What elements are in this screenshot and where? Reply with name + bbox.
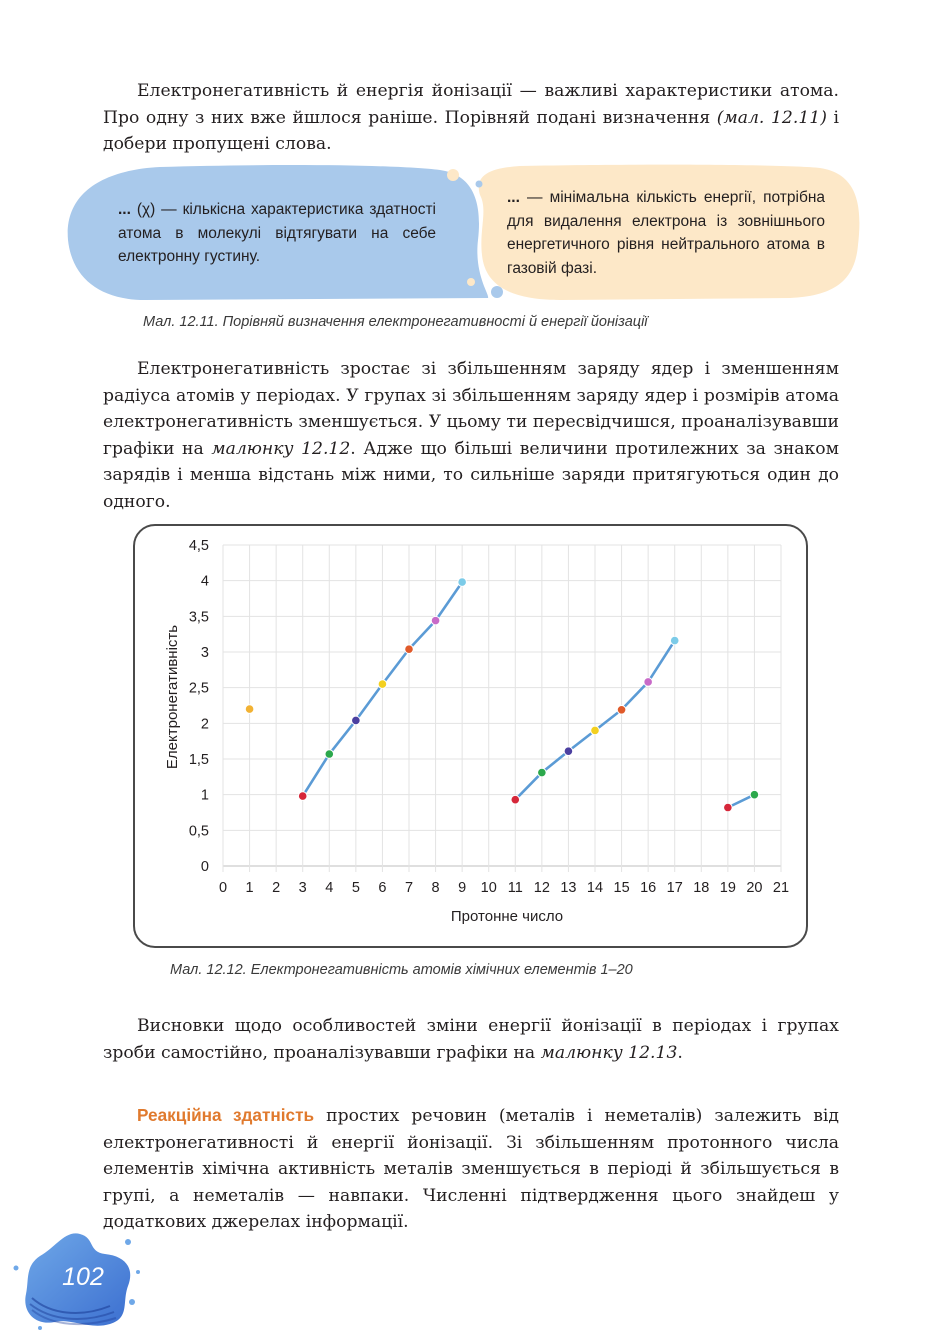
x-tick-label: 16 [640, 880, 657, 896]
paragraph-electronegativity: Електронегативність зростає зі збільшенням заряду ядер і зменшенням радіуса атомів у періодах. У групах зі збільшенням заряду ядер і розмірів атома електронегативність зменшується. У цьому ти пересвідчишся, проаналізувавши графіки на малюнку 12.12. Адже що більші величини протилежних за знаком зарядів і менша відстань між ними, то сильніше заряди притягуються один до одного. [103, 359, 839, 512]
y-tick-label: 4 [200, 573, 209, 590]
y-tick-label: 4,5 [188, 538, 209, 554]
figure-reference: малюнку 12.13 [540, 1042, 678, 1063]
x-tick-label: 3 [298, 880, 307, 896]
data-point [750, 790, 759, 799]
x-tick-label: 1 [245, 880, 254, 896]
x-tick-label: 18 [693, 880, 710, 896]
page-number: 102 [62, 1263, 104, 1291]
x-tick-label: 19 [719, 880, 736, 896]
data-point [724, 803, 733, 812]
data-point [431, 616, 440, 625]
x-tick-label: 11 [507, 880, 523, 896]
x-tick-label: 5 [351, 880, 360, 896]
data-point [644, 678, 653, 687]
bubble-right-text: ... — мінімальна кількість енергії, потрібна для видалення електрона із зовнішнього енергетичного рівня нейтрального атома в газовій фазі. [507, 189, 825, 277]
data-point [617, 705, 626, 714]
x-tick-label: 8 [431, 880, 440, 896]
x-tick-label: 12 [533, 880, 550, 896]
x-tick-label: 0 [218, 880, 228, 896]
data-point [670, 636, 679, 645]
bubble-left-text: ... (χ) — кількісна характеристика здатності атома в молекулі відтягувати на себе електронну густину. [118, 201, 436, 265]
data-point [352, 716, 361, 725]
y-tick-label: 2,5 [188, 680, 209, 697]
x-tick-label: 15 [613, 880, 630, 896]
figure-caption-12-11: Мал. 12.11. Порівняй визначення електронегативності й енергії йонізації [143, 314, 648, 330]
highlight-term: Реакційна здатність [137, 1105, 315, 1125]
x-tick-label: 14 [586, 880, 604, 896]
figure-reference: малюнку 12.12 [211, 438, 351, 459]
x-tick-label: 13 [560, 880, 577, 896]
data-point [458, 578, 467, 587]
x-tick-labels [219, 880, 789, 896]
y-tick-label: 0,5 [188, 823, 209, 840]
paragraph-conclusions: Висновки щодо особливостей зміни енергії йонізації в періодах і групах зроби самостійно, проаналізувавши графіки на малюнку 12.13. [103, 1016, 839, 1063]
x-tick-label: 4 [325, 880, 334, 896]
data-point [325, 750, 334, 759]
figure-caption-12-12: Мал. 12.12. Електронегативність атомів хімічних елементів 1–20 [170, 962, 633, 978]
data-point [564, 747, 573, 756]
data-point [245, 705, 254, 714]
intro-paragraph: Електронегативність й енергія йонізації — важливі характеристики атома. Про одну з них вже йшлося раніше. Порівняй подані визначення (мал. 12.11) і добери пропущені слова. [103, 81, 839, 154]
y-tick-label: 0 [200, 859, 209, 875]
x-tick-label: 2 [272, 880, 281, 896]
x-axis-label: Протонне число [450, 908, 564, 925]
x-tick-label: 7 [404, 880, 414, 896]
x-tick-label: 9 [458, 880, 467, 896]
y-tick-label: 3 [200, 645, 209, 661]
data-point [511, 795, 520, 804]
x-tick-label: 20 [746, 880, 763, 896]
y-tick-labels [189, 538, 209, 875]
x-tick-label: 10 [480, 880, 497, 896]
data-point [378, 680, 387, 689]
figure-reference: (мал. 12.11) [716, 107, 827, 128]
x-tick-label: 17 [666, 880, 683, 896]
x-tick-label: 21 [772, 880, 790, 896]
data-point [591, 726, 600, 735]
y-tick-label: 1,5 [188, 752, 209, 768]
y-tick-label: 3,5 [188, 609, 209, 626]
y-tick-label: 1 [200, 787, 209, 804]
data-points [245, 578, 758, 812]
page-number-badge [10, 1228, 150, 1332]
data-point [538, 768, 547, 777]
chart-grid [223, 545, 781, 872]
data-point [298, 792, 307, 801]
y-axis-label: Електронегативність [164, 624, 181, 770]
paragraph-reactivity: Реакційна здатність простих речовин (металів і неметалів) залежить від електронегативності й енергії йонізації. Зі збільшенням протонного числа елементів хімічна активність металів зменшується в періоді й збільшується в групі, а неметалів — навпаки. Численні підтвердження цього знайдеш у додаткових джерелах інформації. [103, 1105, 839, 1232]
y-tick-label: 2 [200, 716, 209, 733]
data-point [405, 645, 414, 654]
x-tick-label: 6 [378, 880, 387, 896]
